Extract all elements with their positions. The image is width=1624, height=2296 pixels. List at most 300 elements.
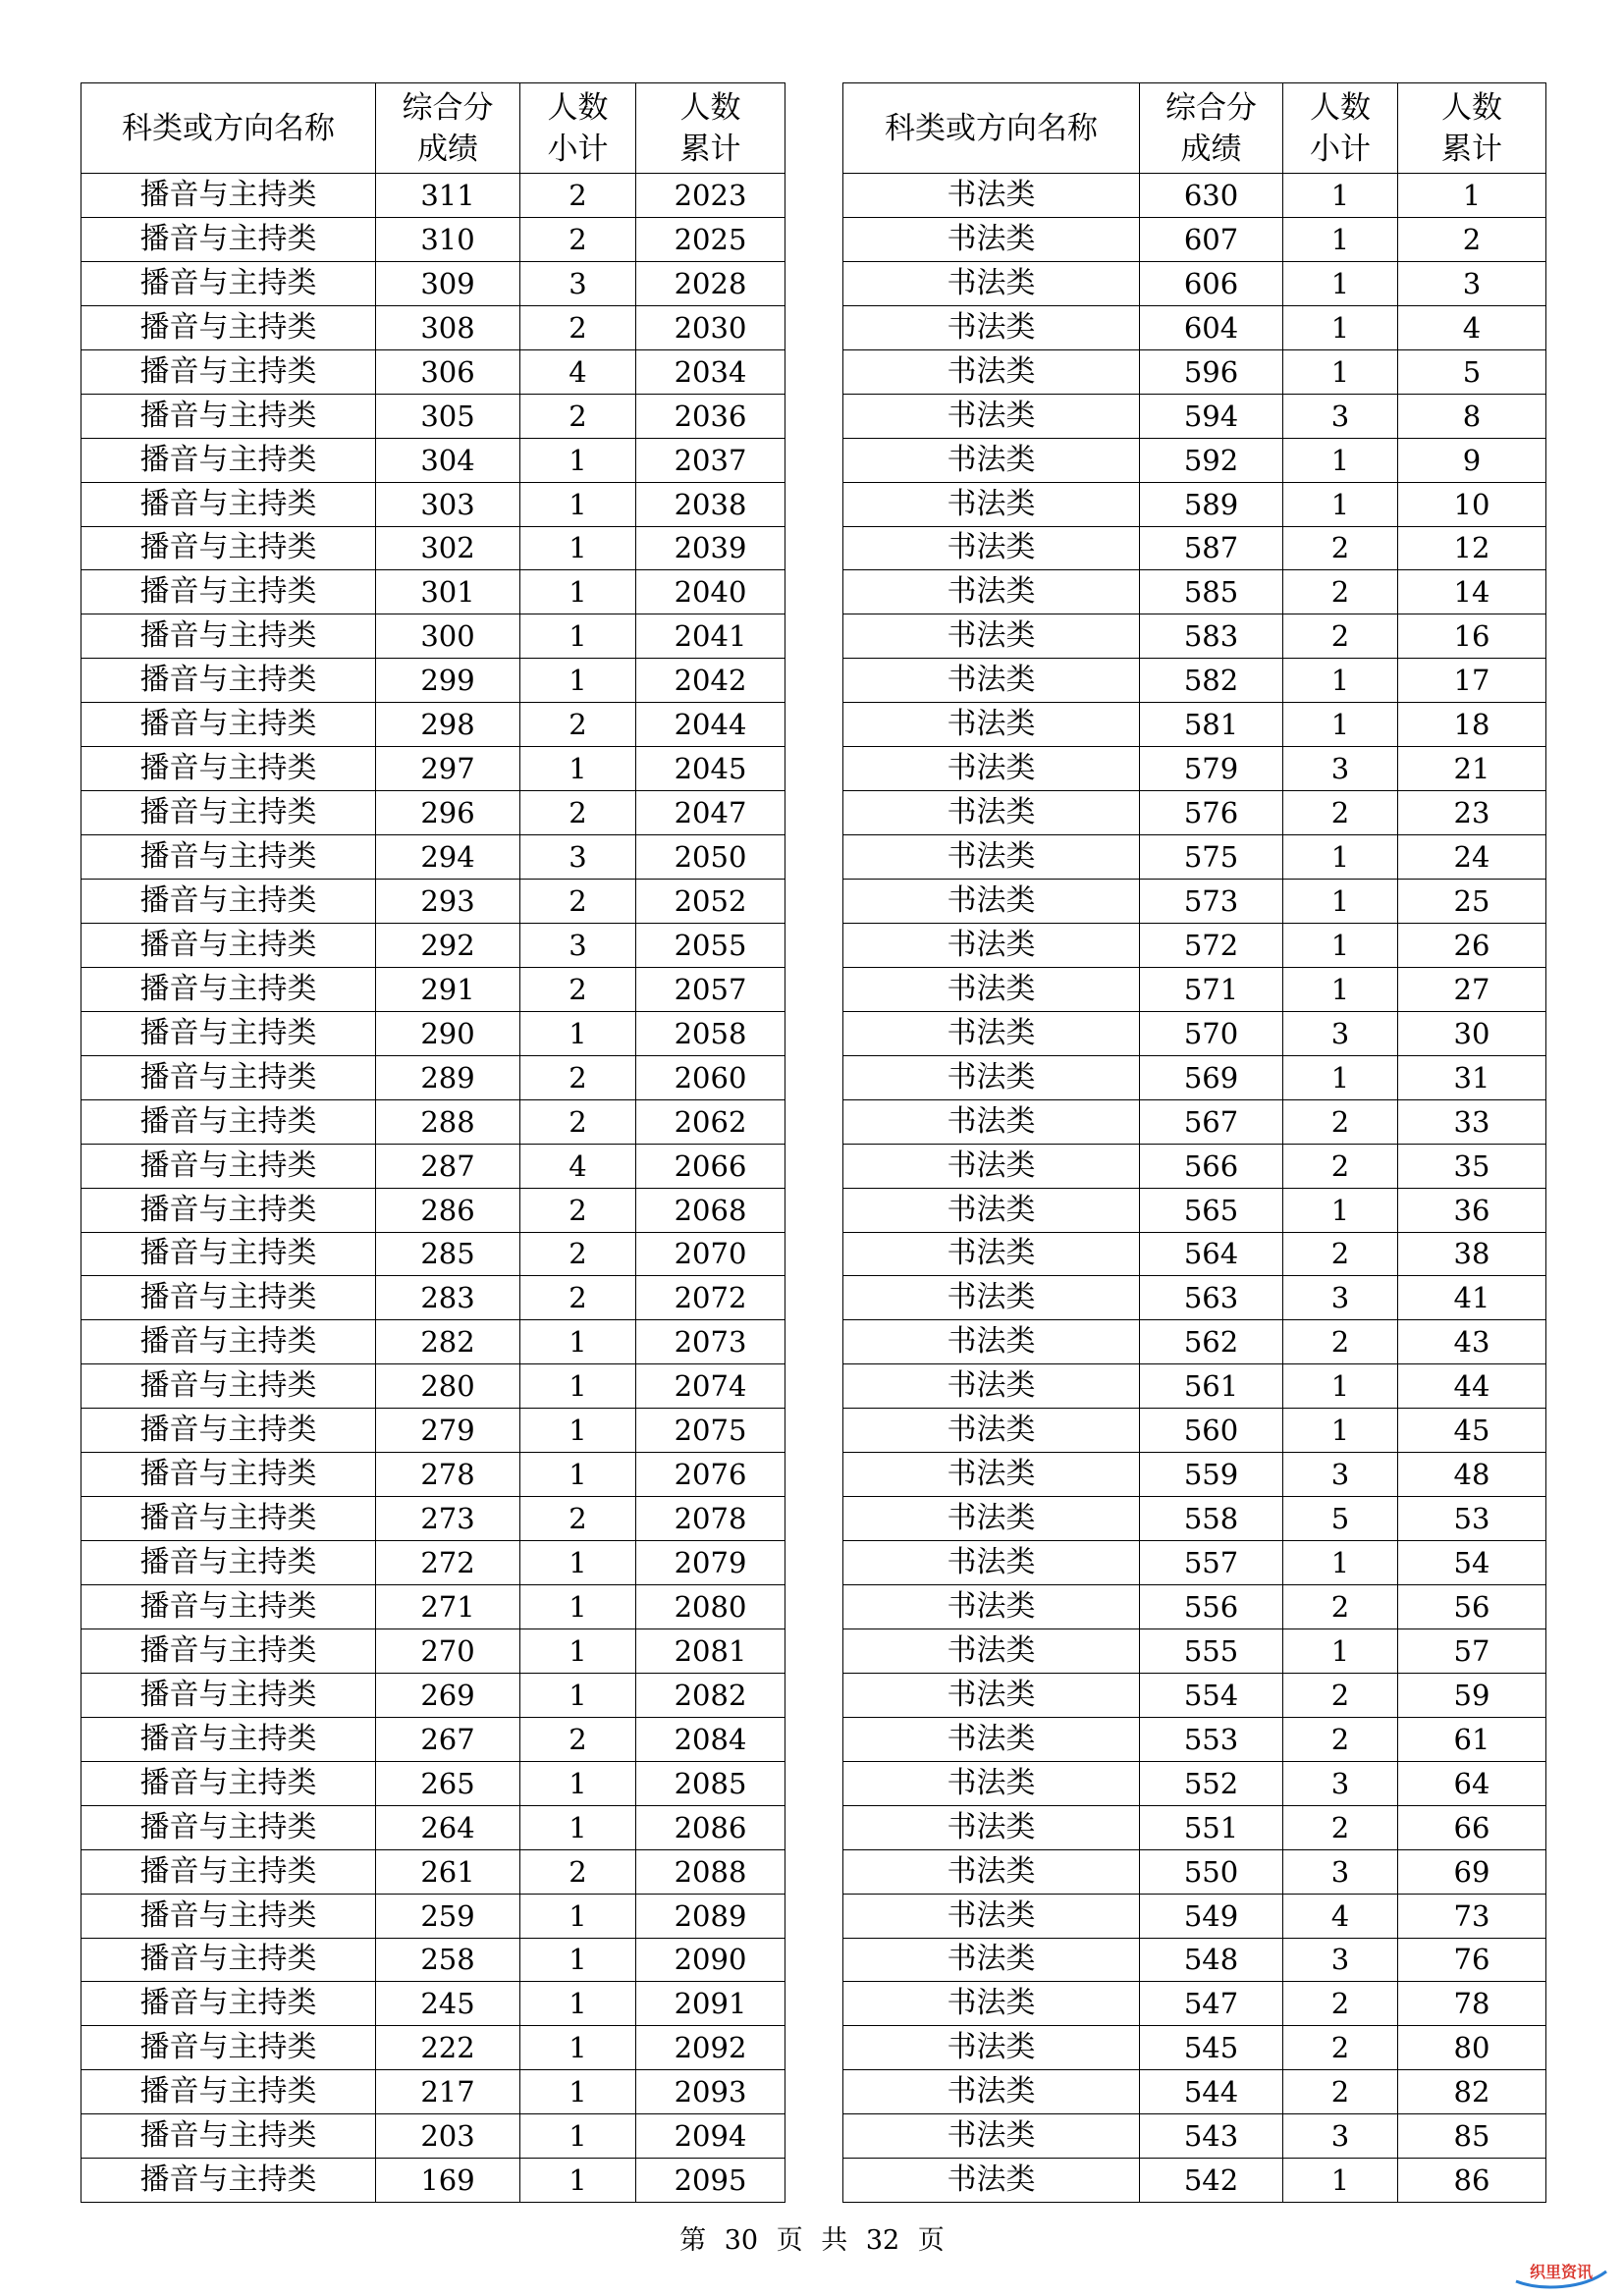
cell-cumulative: 54	[1398, 1541, 1546, 1585]
cell-category: 播音与主持类	[81, 2114, 376, 2159]
cell-category: 播音与主持类	[81, 880, 376, 924]
cell-category: 书法类	[843, 1717, 1140, 1761]
header-cumulative-line2: 累计	[679, 131, 741, 167]
cell-count: 4	[520, 349, 636, 394]
cell-score: 566	[1140, 1144, 1283, 1188]
cell-count: 1	[520, 2114, 636, 2159]
table-row	[81, 526, 785, 570]
table-row	[81, 174, 785, 218]
cell-cumulative: 2028	[636, 261, 785, 305]
cell-count: 1	[1283, 967, 1398, 1011]
table-row	[843, 703, 1546, 747]
cell-score: 556	[1140, 1585, 1283, 1629]
cell-count: 1	[1283, 2159, 1398, 2203]
cell-count: 1	[1283, 349, 1398, 394]
cell-score: 294	[376, 835, 520, 880]
cell-score: 296	[376, 791, 520, 835]
table-row	[81, 703, 785, 747]
cell-count: 2	[520, 1055, 636, 1099]
cell-category: 播音与主持类	[81, 1761, 376, 1805]
cell-category: 书法类	[843, 1805, 1140, 1849]
cell-score: 222	[376, 2026, 520, 2070]
cell-count: 1	[1283, 1188, 1398, 1232]
cell-count: 2	[1283, 1585, 1398, 1629]
header-count-line2: 小计	[1310, 131, 1371, 167]
cell-cumulative: 3	[1398, 261, 1546, 305]
cell-count: 3	[1283, 2114, 1398, 2159]
cell-count: 2	[1283, 2026, 1398, 2070]
cell-cumulative: 12	[1398, 526, 1546, 570]
cell-score: 596	[1140, 349, 1283, 394]
table-row	[843, 2159, 1546, 2203]
cell-category: 播音与主持类	[81, 1276, 376, 1320]
cell-score: 279	[376, 1409, 520, 1453]
cell-score: 291	[376, 967, 520, 1011]
cell-category: 书法类	[843, 791, 1140, 835]
cell-score: 548	[1140, 1938, 1283, 1982]
cell-score: 579	[1140, 747, 1283, 791]
cell-cumulative: 30	[1398, 1011, 1546, 1055]
table-row	[843, 1011, 1546, 1055]
cell-cumulative: 2068	[636, 1188, 785, 1232]
cell-score: 273	[376, 1497, 520, 1541]
header-name: 科类或方向名称	[81, 83, 376, 174]
cell-cumulative: 2038	[636, 482, 785, 526]
cell-score: 559	[1140, 1453, 1283, 1497]
cell-category: 书法类	[843, 1409, 1140, 1453]
table-row	[843, 305, 1546, 349]
cell-category: 书法类	[843, 1453, 1140, 1497]
header-score	[1140, 83, 1283, 174]
cell-cumulative: 64	[1398, 1761, 1546, 1805]
cell-category: 播音与主持类	[81, 1717, 376, 1761]
cell-count: 1	[1283, 174, 1398, 218]
table-row	[843, 570, 1546, 614]
cell-score: 572	[1140, 923, 1283, 967]
cell-count: 3	[520, 261, 636, 305]
cell-score: 311	[376, 174, 520, 218]
cell-count: 3	[1283, 747, 1398, 791]
cell-score: 592	[1140, 438, 1283, 482]
cell-cumulative: 2058	[636, 1011, 785, 1055]
cell-cumulative: 16	[1398, 614, 1546, 659]
cell-count: 2	[520, 1276, 636, 1320]
cell-score: 288	[376, 1099, 520, 1144]
header-score-line1: 综合分	[1165, 89, 1257, 126]
cell-category: 播音与主持类	[81, 967, 376, 1011]
cell-category: 书法类	[843, 1144, 1140, 1188]
table-row	[81, 305, 785, 349]
cell-category: 书法类	[843, 349, 1140, 394]
cell-score: 283	[376, 1276, 520, 1320]
table-row	[843, 923, 1546, 967]
cell-category: 书法类	[843, 703, 1140, 747]
cell-score: 607	[1140, 217, 1283, 261]
cell-count: 1	[1283, 703, 1398, 747]
cell-score: 301	[376, 570, 520, 614]
cell-score: 259	[376, 1894, 520, 1938]
table-row	[843, 2114, 1546, 2159]
cell-score: 562	[1140, 1320, 1283, 1364]
table-row	[81, 1453, 785, 1497]
table-row	[81, 1673, 785, 1717]
table-header-row	[81, 83, 785, 174]
table-row	[843, 967, 1546, 1011]
cell-count: 2	[1283, 2070, 1398, 2114]
cell-cumulative: 2094	[636, 2114, 785, 2159]
table-row	[81, 1364, 785, 1409]
cell-cumulative: 73	[1398, 1894, 1546, 1938]
cell-count: 1	[520, 1761, 636, 1805]
table-row	[843, 1805, 1546, 1849]
cell-category: 播音与主持类	[81, 1585, 376, 1629]
cell-category: 播音与主持类	[81, 1894, 376, 1938]
score-table-left	[81, 82, 785, 2203]
table-row	[81, 1144, 785, 1188]
cell-cumulative: 2080	[636, 1585, 785, 1629]
table-row	[843, 1144, 1546, 1188]
cell-category: 书法类	[843, 880, 1140, 924]
cell-count: 1	[520, 659, 636, 703]
cell-score: 278	[376, 1453, 520, 1497]
cell-category: 播音与主持类	[81, 1188, 376, 1232]
cell-cumulative: 2089	[636, 1894, 785, 1938]
cell-cumulative: 45	[1398, 1409, 1546, 1453]
cell-cumulative: 59	[1398, 1673, 1546, 1717]
cell-count: 2	[520, 1188, 636, 1232]
cell-cumulative: 2076	[636, 1453, 785, 1497]
cell-cumulative: 25	[1398, 880, 1546, 924]
cell-cumulative: 2037	[636, 438, 785, 482]
cell-score: 564	[1140, 1232, 1283, 1276]
cell-cumulative: 2091	[636, 1982, 785, 2026]
cell-count: 1	[1283, 659, 1398, 703]
cell-category: 书法类	[843, 438, 1140, 482]
cell-count: 2	[1283, 1144, 1398, 1188]
table-row	[81, 2159, 785, 2203]
cell-category: 书法类	[843, 2159, 1140, 2203]
header-count-line1: 人数	[547, 89, 609, 126]
cell-category: 播音与主持类	[81, 614, 376, 659]
cell-cumulative: 33	[1398, 1099, 1546, 1144]
table-row	[81, 967, 785, 1011]
cell-count: 2	[520, 1099, 636, 1144]
header-cumulative-line2: 累计	[1441, 131, 1502, 167]
table-row	[81, 880, 785, 924]
cell-score: 298	[376, 703, 520, 747]
cell-count: 1	[1283, 1364, 1398, 1409]
cell-cumulative: 2092	[636, 2026, 785, 2070]
cell-category: 播音与主持类	[81, 1011, 376, 1055]
table-row	[843, 1364, 1546, 1409]
table-row	[843, 1673, 1546, 1717]
cell-count: 2	[1283, 1232, 1398, 1276]
cell-cumulative: 2044	[636, 703, 785, 747]
table-row	[81, 1099, 785, 1144]
cell-category: 书法类	[843, 1849, 1140, 1894]
cell-category: 书法类	[843, 2114, 1140, 2159]
cell-cumulative: 69	[1398, 1849, 1546, 1894]
cell-cumulative: 57	[1398, 1629, 1546, 1673]
cell-count: 1	[520, 1938, 636, 1982]
cell-score: 557	[1140, 1541, 1283, 1585]
table-header-row	[843, 83, 1546, 174]
cell-category: 书法类	[843, 1982, 1140, 2026]
cell-cumulative: 9	[1398, 438, 1546, 482]
cell-category: 播音与主持类	[81, 394, 376, 438]
table-row	[81, 791, 785, 835]
cell-category: 书法类	[843, 835, 1140, 880]
cell-count: 2	[1283, 1717, 1398, 1761]
cell-score: 271	[376, 1585, 520, 1629]
cell-category: 书法类	[843, 217, 1140, 261]
cell-score: 604	[1140, 305, 1283, 349]
cell-count: 2	[520, 703, 636, 747]
cell-category: 播音与主持类	[81, 1144, 376, 1188]
cell-category: 播音与主持类	[81, 1629, 376, 1673]
cell-cumulative: 2072	[636, 1276, 785, 1320]
table-row	[843, 1188, 1546, 1232]
cell-count: 1	[1283, 438, 1398, 482]
cell-score: 553	[1140, 1717, 1283, 1761]
cell-category: 播音与主持类	[81, 1409, 376, 1453]
cell-count: 1	[1283, 1541, 1398, 1585]
cell-cumulative: 2041	[636, 614, 785, 659]
cell-category: 播音与主持类	[81, 1938, 376, 1982]
cell-score: 308	[376, 305, 520, 349]
table-row	[81, 1938, 785, 1982]
cell-cumulative: 8	[1398, 394, 1546, 438]
cell-cumulative: 41	[1398, 1276, 1546, 1320]
cell-count: 1	[520, 438, 636, 482]
table-row	[81, 923, 785, 967]
cell-category: 书法类	[843, 1188, 1140, 1232]
table-row	[81, 1849, 785, 1894]
cell-category: 播音与主持类	[81, 1055, 376, 1099]
cell-cumulative: 80	[1398, 2026, 1546, 2070]
watermark-swoosh-icon	[1512, 2258, 1610, 2291]
table-row	[81, 659, 785, 703]
table-row	[81, 2114, 785, 2159]
cell-count: 1	[520, 2159, 636, 2203]
cell-count: 5	[1283, 1497, 1398, 1541]
cell-score: 264	[376, 1805, 520, 1849]
cell-count: 1	[520, 1011, 636, 1055]
table-row	[843, 1409, 1546, 1453]
cell-count: 3	[1283, 1761, 1398, 1805]
cell-count: 1	[520, 1805, 636, 1849]
cell-score: 551	[1140, 1805, 1283, 1849]
cell-cumulative: 2023	[636, 174, 785, 218]
cell-category: 书法类	[843, 1099, 1140, 1144]
cell-category: 书法类	[843, 659, 1140, 703]
cell-category: 书法类	[843, 305, 1140, 349]
table-row	[843, 1453, 1546, 1497]
table-row	[843, 174, 1546, 218]
cell-score: 558	[1140, 1497, 1283, 1541]
table-row	[843, 1585, 1546, 1629]
cell-cumulative: 2042	[636, 659, 785, 703]
cell-count: 2	[520, 791, 636, 835]
cell-count: 1	[520, 1673, 636, 1717]
score-table-right	[842, 82, 1546, 2203]
table-row	[81, 747, 785, 791]
cell-count: 2	[520, 1849, 636, 1894]
cell-cumulative: 2085	[636, 1761, 785, 1805]
cell-cumulative: 36	[1398, 1188, 1546, 1232]
cell-score: 555	[1140, 1629, 1283, 1673]
cell-score: 289	[376, 1055, 520, 1099]
cell-score: 272	[376, 1541, 520, 1585]
cell-category: 书法类	[843, 1232, 1140, 1276]
cell-cumulative: 82	[1398, 2070, 1546, 2114]
cell-cumulative: 2086	[636, 1805, 785, 1849]
cell-score: 561	[1140, 1364, 1283, 1409]
table-row	[81, 217, 785, 261]
cell-score: 261	[376, 1849, 520, 1894]
cell-category: 书法类	[843, 1497, 1140, 1541]
table-row	[81, 394, 785, 438]
cell-count: 2	[1283, 1099, 1398, 1144]
cell-score: 310	[376, 217, 520, 261]
cell-count: 1	[1283, 482, 1398, 526]
cell-cumulative: 2078	[636, 1497, 785, 1541]
cell-count: 1	[520, 747, 636, 791]
cell-score: 299	[376, 659, 520, 703]
table-row	[843, 747, 1546, 791]
cell-category: 书法类	[843, 526, 1140, 570]
cell-score: 265	[376, 1761, 520, 1805]
table-row	[843, 791, 1546, 835]
cell-cumulative: 2034	[636, 349, 785, 394]
cell-cumulative: 43	[1398, 1320, 1546, 1364]
cell-category: 书法类	[843, 174, 1140, 218]
cell-count: 1	[1283, 217, 1398, 261]
table-row	[843, 349, 1546, 394]
cell-count: 2	[520, 1717, 636, 1761]
cell-category: 书法类	[843, 1320, 1140, 1364]
table-row	[843, 1938, 1546, 1982]
cell-category: 书法类	[843, 261, 1140, 305]
cell-count: 2	[520, 1232, 636, 1276]
cell-count: 1	[520, 614, 636, 659]
cell-cumulative: 2036	[636, 394, 785, 438]
cell-category: 播音与主持类	[81, 261, 376, 305]
cell-count: 3	[1283, 1849, 1398, 1894]
cell-category: 播音与主持类	[81, 482, 376, 526]
table-row	[843, 1541, 1546, 1585]
cell-score: 542	[1140, 2159, 1283, 2203]
cell-count: 4	[1283, 1894, 1398, 1938]
cell-category: 书法类	[843, 570, 1140, 614]
cell-category: 播音与主持类	[81, 659, 376, 703]
cell-category: 书法类	[843, 1938, 1140, 1982]
watermark-logo	[1512, 2258, 1610, 2291]
cell-score: 305	[376, 394, 520, 438]
cell-score: 560	[1140, 1409, 1283, 1453]
cell-score: 554	[1140, 1673, 1283, 1717]
cell-score: 567	[1140, 1099, 1283, 1144]
cell-cumulative: 38	[1398, 1232, 1546, 1276]
cell-count: 3	[1283, 1276, 1398, 1320]
cell-category: 书法类	[843, 1055, 1140, 1099]
cell-score: 569	[1140, 1055, 1283, 1099]
cell-count: 1	[520, 1629, 636, 1673]
cell-cumulative: 1	[1398, 174, 1546, 218]
cell-cumulative: 2062	[636, 1099, 785, 1144]
table-row	[81, 1541, 785, 1585]
header-count	[520, 83, 636, 174]
cell-count: 1	[520, 1585, 636, 1629]
cell-category: 书法类	[843, 614, 1140, 659]
cell-cumulative: 2082	[636, 1673, 785, 1717]
cell-score: 269	[376, 1673, 520, 1717]
table-row	[843, 261, 1546, 305]
cell-score: 552	[1140, 1761, 1283, 1805]
table-row	[81, 1409, 785, 1453]
cell-cumulative: 2079	[636, 1541, 785, 1585]
header-count-line1: 人数	[1310, 89, 1371, 126]
table-row	[81, 1629, 785, 1673]
table-row	[843, 1320, 1546, 1364]
cell-score: 571	[1140, 967, 1283, 1011]
table-row	[81, 1805, 785, 1849]
cell-count: 1	[520, 1894, 636, 1938]
table-row	[843, 482, 1546, 526]
cell-category: 书法类	[843, 394, 1140, 438]
cell-count: 1	[1283, 1629, 1398, 1673]
cell-count: 2	[520, 174, 636, 218]
cell-count: 2	[520, 394, 636, 438]
cell-category: 播音与主持类	[81, 570, 376, 614]
table-row	[81, 1232, 785, 1276]
cell-category: 书法类	[843, 967, 1140, 1011]
cell-cumulative: 2081	[636, 1629, 785, 1673]
cell-score: 285	[376, 1232, 520, 1276]
cell-cumulative: 76	[1398, 1938, 1546, 1982]
cell-count: 1	[520, 1982, 636, 2026]
cell-score: 585	[1140, 570, 1283, 614]
cell-count: 3	[520, 923, 636, 967]
cell-score: 630	[1140, 174, 1283, 218]
cell-category: 播音与主持类	[81, 1364, 376, 1409]
table-row	[81, 614, 785, 659]
cell-count: 2	[1283, 1805, 1398, 1849]
cell-category: 播音与主持类	[81, 349, 376, 394]
cell-count: 2	[1283, 791, 1398, 835]
cell-score: 570	[1140, 1011, 1283, 1055]
table-row	[81, 1894, 785, 1938]
cell-cumulative: 27	[1398, 967, 1546, 1011]
cell-count: 1	[520, 1320, 636, 1364]
cell-cumulative: 5	[1398, 349, 1546, 394]
cell-cumulative: 2057	[636, 967, 785, 1011]
cell-score: 169	[376, 2159, 520, 2203]
cell-cumulative: 2025	[636, 217, 785, 261]
cell-score: 589	[1140, 482, 1283, 526]
cell-score: 306	[376, 349, 520, 394]
page-footer: 第 30 页 共 32 页	[679, 2225, 945, 2256]
cell-score: 302	[376, 526, 520, 570]
cell-score: 304	[376, 438, 520, 482]
cell-category: 书法类	[843, 1673, 1140, 1717]
cell-score: 300	[376, 614, 520, 659]
cell-count: 2	[520, 217, 636, 261]
cell-count: 1	[520, 1541, 636, 1585]
table-body-left	[81, 174, 785, 2203]
cell-score: 549	[1140, 1894, 1283, 1938]
cell-cumulative: 17	[1398, 659, 1546, 703]
